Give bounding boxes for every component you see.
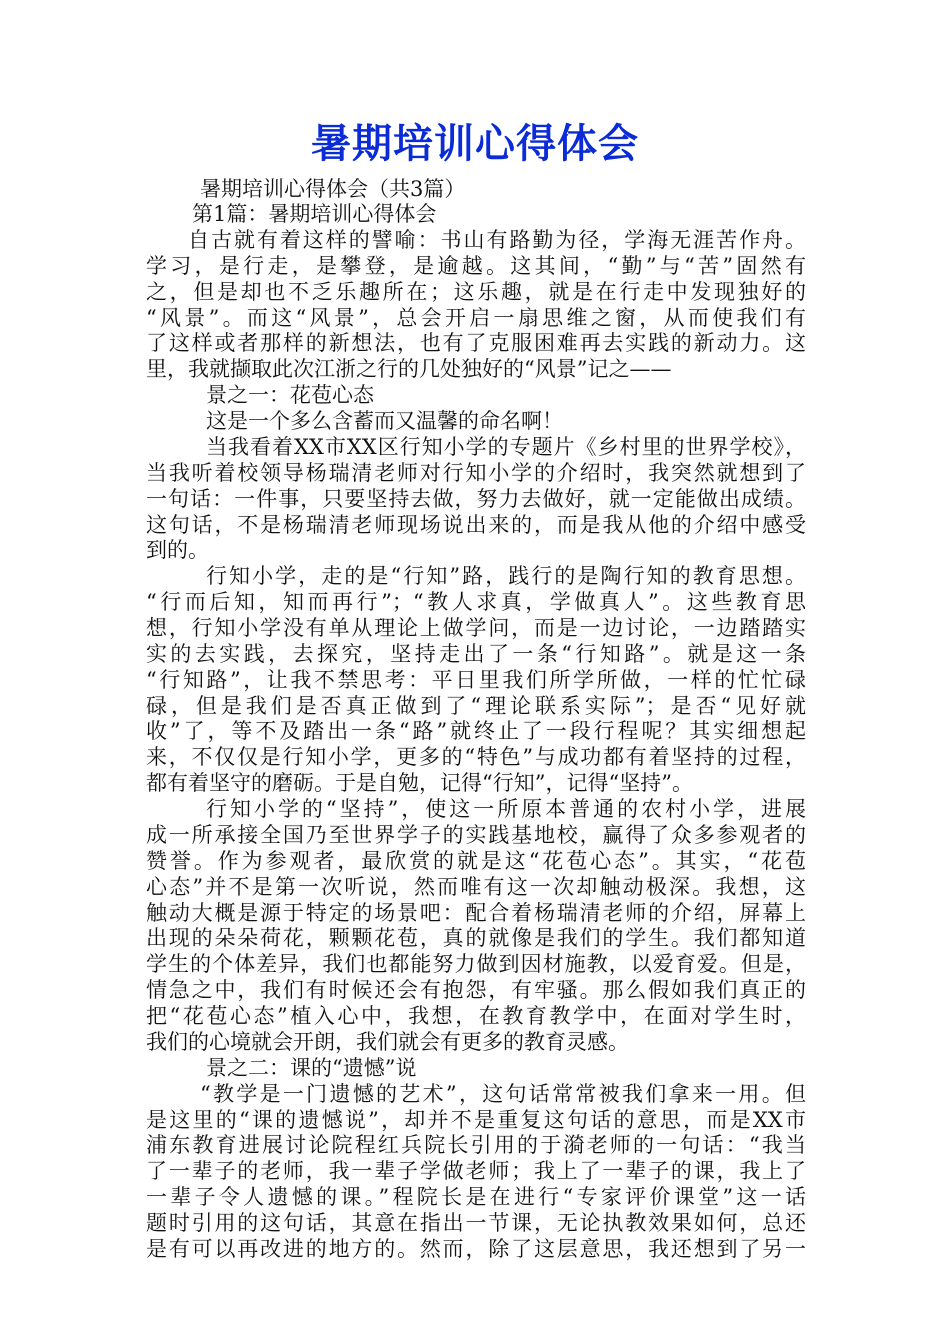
paragraph-line: “教学是一门遗憾的艺术”，这句话常常被我们拿来一用。但: [200, 1082, 806, 1106]
paragraph-line: 题时引用的这句话，其意在指出一节课，无论执教效果如何，总还: [146, 1211, 806, 1235]
scene-heading: 景之一：花苞心态: [206, 383, 374, 407]
paragraph-line: 情急之中，我们有时候还会有抱怨，有牢骚。那么假如我们真正的: [146, 978, 806, 1002]
paragraph-line: 触动大概是源于特定的场景吧：配合着杨瑞清老师的介绍，屏幕上: [146, 901, 806, 925]
paragraph-line: 出现的朵朵荷花，颗颗花苞，真的就像是我们的学生。我们都知道: [146, 926, 806, 950]
document-title: 暑期培训心得体会: [311, 120, 639, 167]
paragraph-line: 一辈子令人遗憾的课。”程院长是在进行“专家评价课堂”这一话: [146, 1185, 806, 1209]
paragraph-line: “行知路”，让我不禁思考：平日里我们所学所做，一样的忙忙碌: [146, 668, 806, 692]
paragraph-line: 当我看着XX市XX区行知小学的专题片《乡村里的世界学校》，: [206, 435, 806, 459]
paragraph-line: “行而后知，知而再行”；“教人求真，学做真人”。这些教育思: [146, 590, 806, 614]
paragraph-line: 这句话，不是杨瑞清老师现场说出来的，而是我从他的介绍中感受: [146, 513, 806, 537]
paragraph-line: 成一所承接全国乃至世界学子的实践基地校，赢得了众多参观者的: [146, 823, 806, 847]
paragraph-line: 学生的个体差异，我们也都能努力做到因材施教，以爱育爱。但是，: [146, 952, 806, 976]
paragraph-line: 之，但是却也不乏乐趣所在；这乐趣，就是在行走中发现独好的: [146, 280, 806, 304]
paragraph-line: 是有可以再改进的地方的。然而，除了这层意思，我还想到了另一: [146, 1237, 806, 1261]
paragraph-line: 都有着坚守的磨砺。于是自勉，记得“行知”，记得“坚持”。: [146, 771, 693, 795]
paragraph-line: “风景”。而这“风景”，总会开启一扇思维之窗，从而使我们有: [146, 306, 806, 330]
paragraph-line: 一句话：一件事，只要坚持去做，努力去做好，就一定能做出成绩。: [146, 487, 806, 511]
paragraph-line: 当我听着校领导杨瑞清老师对行知小学的介绍时，我突然就想到了: [146, 461, 806, 485]
paragraph-line: 收”了，等不及踏出一条“路”就终止了一段行程呢？其实细想起: [146, 719, 806, 743]
paragraph-line: 赞誉。作为参观者，最欣赏的就是这“花苞心态”。其实，“花苞: [146, 849, 806, 873]
paragraph-line: 想，行知小学没有单从理论上做学问，而是一边讨论，一边踏踏实: [146, 616, 806, 640]
paragraph-line: 碌，但是我们是否真正做到了“理论联系实际”；是否“见好就: [146, 694, 806, 718]
paragraph-line: 来，不仅仅是行知小学，更多的“特色”与成功都有着坚持的过程，: [146, 745, 806, 769]
paragraph-line: 到的。: [146, 538, 209, 562]
paragraph-line: 学习，是行走，是攀登，是逾越。这其间，“勤”与“苦”固然有: [146, 254, 806, 278]
paragraph-line: 是这里的“课的遗憾说”，却并不是重复这句话的意思，而是XX市: [146, 1108, 806, 1132]
paragraph-line: 行知小学的“坚持”，使这一所原本普通的农村小学，进展: [206, 797, 806, 821]
paragraph-line: 自古就有着这样的譬喻：书山有路勤为径，学海无涯苦作舟。: [188, 228, 806, 252]
paragraph-line: 里，我就撷取此次江浙之行的几处独好的“风景”记之——: [146, 357, 672, 381]
section-heading: 第1篇：暑期培训心得体会: [192, 202, 437, 226]
paragraph-line: 了这样或者那样的新想法，也有了克服困难再去实践的新动力。这: [146, 331, 806, 355]
paragraph-line: 实的去实践，去探究，坚持走出了一条“行知路”。就是这一条: [146, 642, 806, 666]
paragraph-line: 浦东教育进展讨论院程红兵院长引用的于漪老师的一句话：“我当: [146, 1133, 806, 1157]
scene-heading: 景之二：课的“遗憾”说: [206, 1056, 417, 1080]
paragraph-line: 这是一个多么含蓄而又温馨的命名啊！: [206, 409, 563, 433]
paragraph-line: 心态”并不是第一次听说，然而唯有这一次却触动极深。我想，这: [146, 875, 806, 899]
paragraph-line: 我们的心境就会开朗，我们就会有更多的教育灵感。: [146, 1030, 629, 1054]
paragraph-line: 了一辈子的老师，我一辈子学做老师；我上了一辈子的课，我上了: [146, 1159, 806, 1183]
paragraph-line: 行知小学，走的是“行知”路，践行的是陶行知的教育思想。: [206, 564, 806, 588]
paragraph-line: 把“花苞心态”植入心中，我想，在教育教学中，在面对学生时，: [146, 1004, 806, 1028]
doc-subtitle: 暑期培训心得体会（共3篇）: [200, 177, 466, 201]
